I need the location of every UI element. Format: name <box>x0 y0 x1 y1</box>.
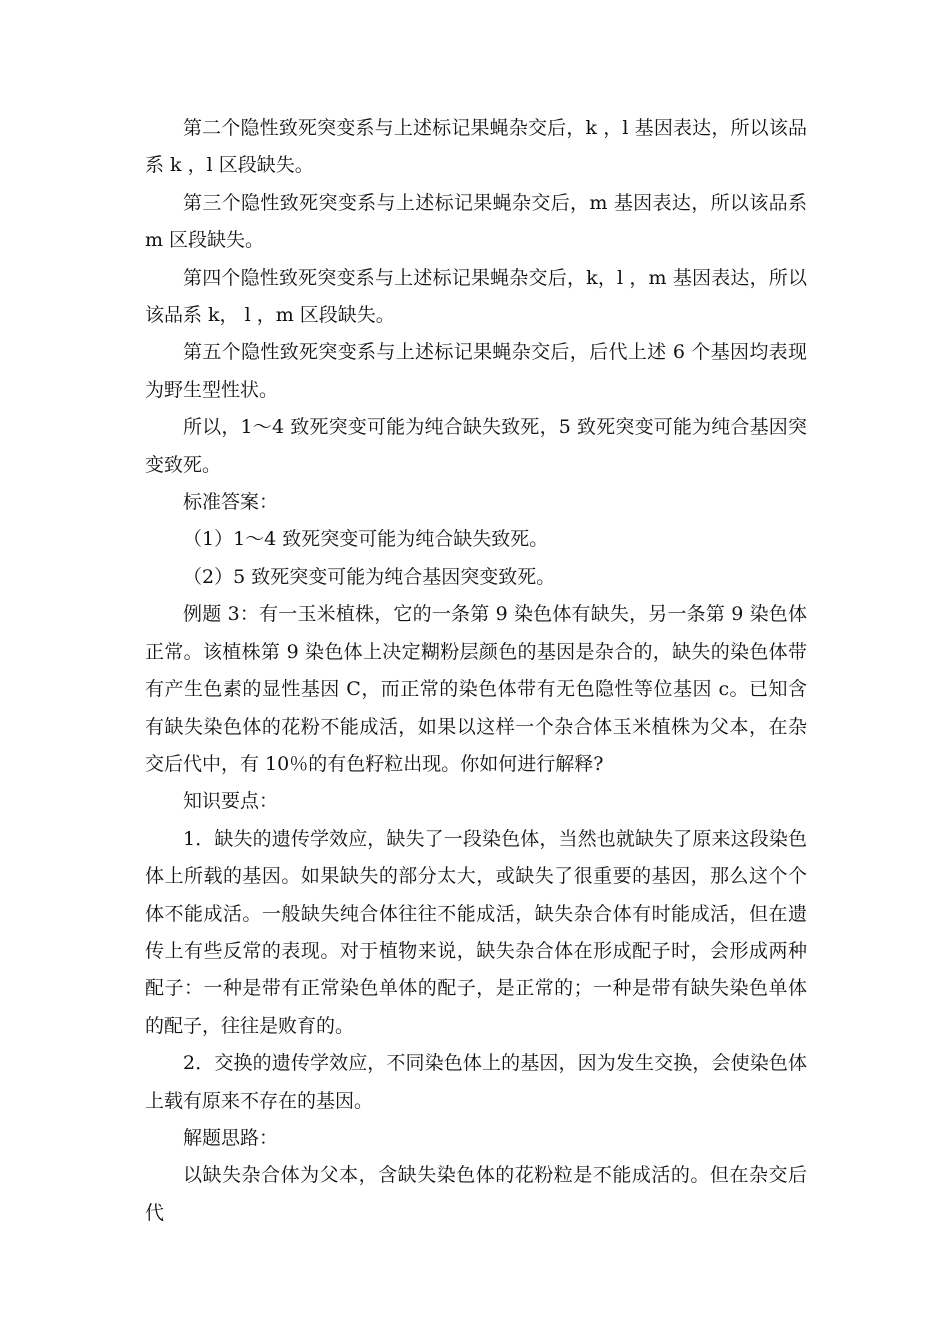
paragraph-mutant-3: 第三个隐性致死突变系与上述标记果蝇杂交后，m 基因表达，所以该品系 m 区段缺失。 <box>145 191 807 252</box>
heading-standard-answer: 标准答案： <box>183 491 279 514</box>
paragraph-example-3: 例题 3：有一玉米植株，它的一条第 9 染色体有缺失，另一条第 9 染色体正常。该植株第 9 染色体上决定糊粉层颜色的基因是杂合的，缺失的染色体带有产生色素的显性基因 C，而正常的染色体带有无色隐性等位基因 c。已知含有缺失染色体的花粉不能成活，如果以这样一个杂合体玉米植株为父本，在杂交后代中，有 10％的有色籽粒出现。你如何进行解释? <box>145 603 807 775</box>
paragraph-mutant-4: 第四个隐性致死突变系与上述标记果蝇杂交后，k，l ，m 基因表达，所以该品系 k， l ，m 区段缺失。 <box>145 266 807 327</box>
paragraph-mutant-5: 第五个隐性致死突变系与上述标记果蝇杂交后，后代上述 6 个基因均表现为野生型性状。 <box>145 341 807 401</box>
heading-knowledge-points: 知识要点： <box>183 790 279 813</box>
document-body <box>145 110 807 1232</box>
answer-item-1: （1）1～4 致死突变可能为纯合缺失致死。 <box>183 528 549 551</box>
answer-item-2: （2）5 致死突变可能为纯合基因突变致死。 <box>183 565 556 588</box>
paragraph-conclusion: 所以，1～4 致死突变可能为纯合缺失致死，5 致死突变可能为纯合基因突变致死。 <box>145 416 807 476</box>
knowledge-point-1: 1．缺失的遗传学效应，缺失了一段染色体，当然也就缺失了原来这段染色体上所载的基因。如果缺失的部分太大，或缺失了很重要的基因，那么这个个体不能成活。一般缺失纯合体往往不能成活，缺失杂合体有时能成活，但在遗传上有些反常的表现。对于植物来说，缺失杂合体在形成配子时，会形成两种配子：一种是带有正常染色单体的配子，是正常的；一种是带有缺失染色单体的配子，往往是败育的。 <box>145 827 807 1037</box>
paragraph-mutant-2: 第二个隐性致死突变系与上述标记果蝇杂交后，k ，l 基因表达，所以该品系 k ，l 区段缺失。 <box>145 117 807 177</box>
heading-solution-approach: 解题思路： <box>183 1126 279 1149</box>
knowledge-point-2: 2．交换的遗传学效应，不同染色体上的基因，因为发生交换，会使染色体上载有原来不存在的基因。 <box>145 1052 807 1112</box>
paragraph-solution: 以缺失杂合体为父本，含缺失染色体的花粉粒是不能成活的。但在杂交后代 <box>145 1164 807 1224</box>
